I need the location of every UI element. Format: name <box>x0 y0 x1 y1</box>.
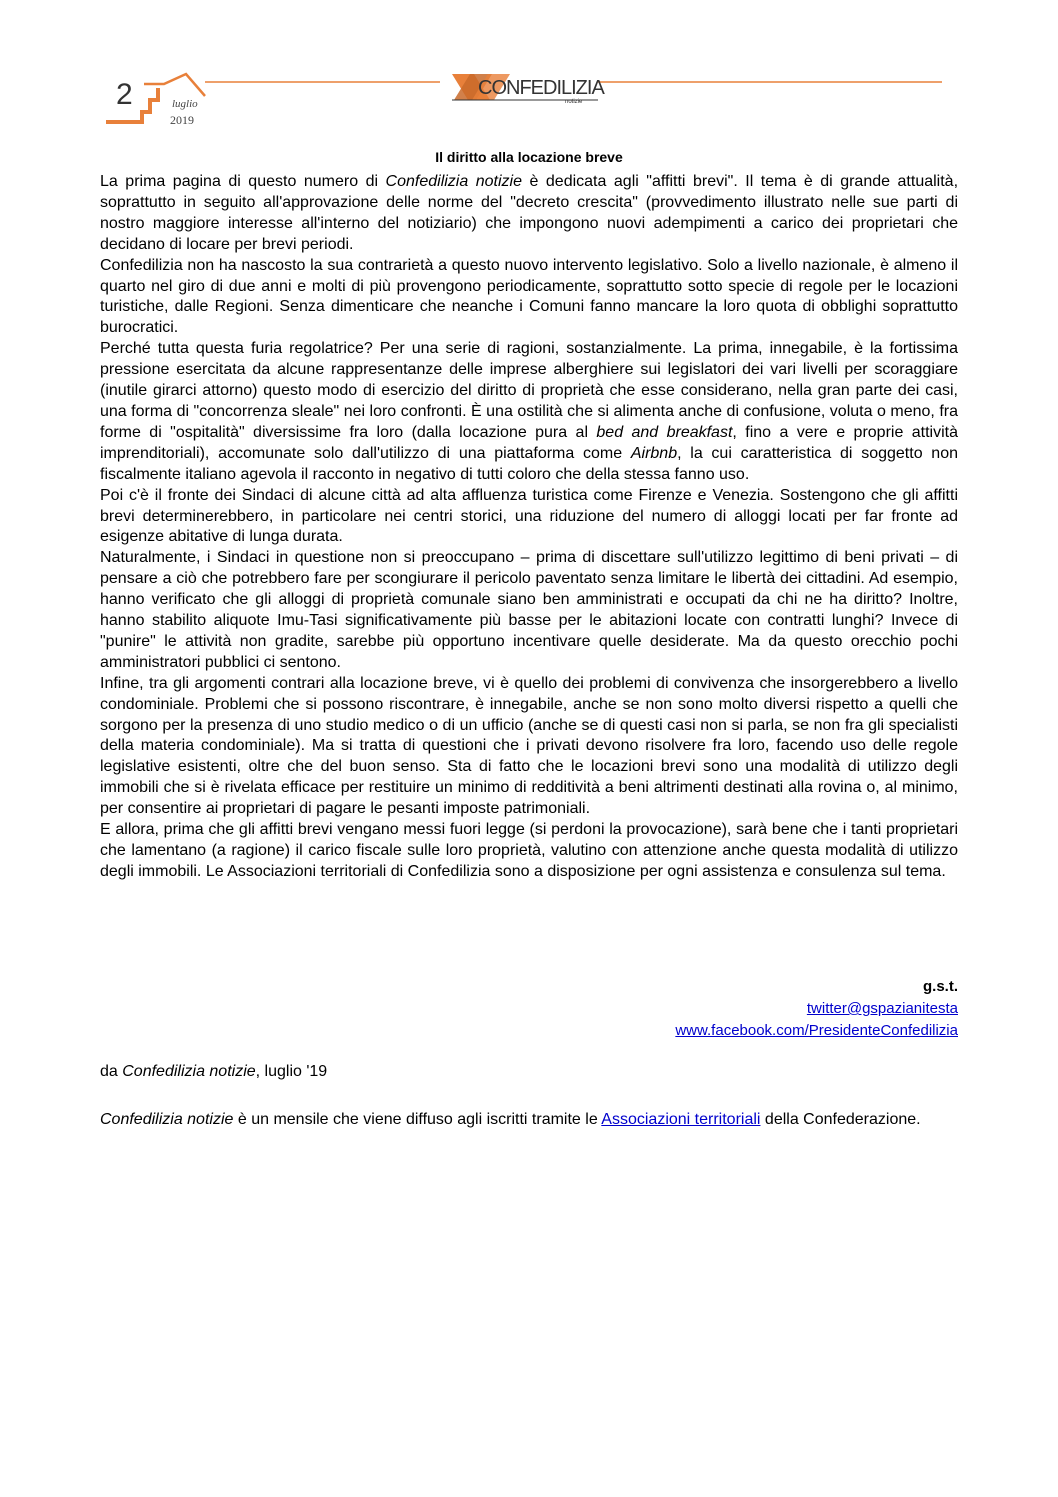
footnote-text-end: della Confederazione. <box>760 1111 921 1128</box>
paragraph-text: Infine, tra gli argomenti contrari alla locazione breve, vi è quello dei problemi di convivenza che insorgerebbero a livello condominiale. Problemi che si possono riscontrare, è innegabile, anche se non sono molto diversi rispetto a quelli che sorgono per la presenza di uno studio medico o di un ufficio (anche se di questi casi non si parla, se non fra gli specialisti della materia condominiale). Ma si tratta di questioni che i privati devono risolvere fra loro, facendo uso delle regole legislative esistenti, oltre che del buon senso. Sta di fatto che le locazioni brevi sono una modalità di utilizzo degli immobili che si è rivelata efficace per restituire un minimo di redditività a beni altrimenti destinati alla rovina o, al minimo, per consentire ai proprietari di pagare le pesanti imposte patrimoniali. <box>100 674 958 818</box>
italic-text: Confedilizia notizie <box>385 173 523 190</box>
footnote-publication: Confedilizia notizie <box>100 1111 234 1128</box>
associazioni-territoriali-link[interactable]: Associazioni territoriali <box>601 1111 761 1128</box>
article-paragraph <box>100 674 958 820</box>
paragraph-text: , la cui caratteristica di soggetto non fiscalmente italiano agevola il racconto in negativo di tutti coloro che della stessa fanno uso. <box>100 444 959 483</box>
issue-month: luglio <box>172 98 198 110</box>
paragraph-text: è dedicata agli "affitti brevi". Il tema è di grande attualità, soprattutto in seguito all'approvazione delle norme del "decreto crescita" (provvedimento illustrato nelle sue parti di nostro maggiore interesse all'interno del notiziario) che impongono nuovi adempimenti a carico dei proprietari che decidano di locare per brevi periodi. <box>100 173 959 253</box>
signature-block <box>675 976 958 1042</box>
article-title: Il diritto alla locazione breve <box>435 149 623 165</box>
paragraph-text: Naturalmente, i Sindaci in questione non si preoccupano – prima di discettare sull'utilizzo legittimo di beni privati – di pensare a ciò che potrebbero fare per scongiurare il pericolo paventato senza limitare le libertà dei cittadini. Ad esempio, hanno verificato che gli alloggi di proprietà comunale siano ben amministrati e occupati da chi ne ha diritto? Inoltre, hanno stabilito aliquote Imu-Tasi significativamente più basse per le abitazioni locate con contratti lunghi? Invece di "punire" le attività non gradite, sarebbe più opportuno incentivare quelle desiderate. Ma da questo orecchio pochi amministratori pubblici ci sentono. <box>100 549 958 671</box>
paragraph-text: La prima pagina di questo numero di <box>100 173 386 190</box>
facebook-link[interactable]: www.facebook.com/PresidenteConfedilizia <box>675 1022 958 1039</box>
author-initials: g.s.t. <box>922 978 958 995</box>
issue-year: 2019 <box>170 113 194 127</box>
header-graphics <box>0 0 1058 140</box>
article-body <box>100 172 958 883</box>
source-publication: Confedilizia notizie <box>122 1063 256 1080</box>
house-roof-icon <box>144 74 205 96</box>
article-paragraph <box>100 820 958 883</box>
paragraph-text: Perché tutta questa furia regolatrice? Per una serie di ragioni, sostanzialmente. La prima, innegabile, è la fortissima pressione esercitata da alcune rappresentanze delle imprese alberghiere sui legislatori dei vari livelli per scoraggiare (inutile girarci attorno) questo modo di esercizio del diritto di proprietà che esse considerano, nella gran parte dei casi, una forma di "concorrenza sleale" nei loro confronti. È una ostilità che si alimenta anche di confusione, voluta o meno, fra forme di "ospitalità" diversissime fra loro (dalla locazione pura al <box>100 340 958 441</box>
logo-text: CONFEDILIZIA <box>478 77 604 99</box>
paragraph-text: Poi c'è il fronte dei Sindaci di alcune città ad alta affluenza turistica come Firenze e Venezia. Sostengono che gli affitti brevi determinerebbero, in particolare nei centri storici, una riduzione del numero di alloggi locati per far fronte ad esigenze abitative di lunga durata. <box>100 486 958 546</box>
source-line <box>100 1063 327 1081</box>
page-number: 2 <box>116 78 133 111</box>
footnote-text: è un mensile che viene diffuso agli iscritti tramite le <box>233 1111 602 1128</box>
paragraph-text: E allora, prima che gli affitti brevi vengano messi fuori legge (si perdoni la provocazione), sarà bene che i tanti proprietari che lamentano (a ragione) il carico fiscale sulle loro proprietà, valutino con attenzione anche questa modalità di utilizzo degli immobili. Le Associazioni territoriali di Confedilizia sono a disposizione per ogni assistenza e consulenza sul tema. <box>100 821 958 880</box>
page-header <box>0 0 1058 140</box>
footnote <box>100 1109 958 1131</box>
article-paragraph <box>100 548 958 673</box>
article-paragraph <box>100 256 958 340</box>
source-suffix: , luglio '19 <box>255 1063 328 1080</box>
italic-text: bed and breakfast <box>596 423 733 441</box>
paragraph-text: , fino a vere e proprie attività imprenditoriali), accomunate solo dall'utilizzo di una piattaforma come <box>100 423 958 462</box>
article-paragraph <box>100 172 958 256</box>
paragraph-text: Confedilizia non ha nascosto la sua contrarietà a questo nuovo intervento legislativo. Solo a livello nazionale, è almeno il quarto nel giro di due anni e molti di più provengono periodicamente, soprattutto sotto specie di regole per le locazioni turistiche, dalle Regioni. Senza dimenticare che neanche i Comuni fanno mancare la loro quota di obblighi soprattutto burocratici. <box>100 256 958 337</box>
source-prefix: da <box>100 1063 123 1080</box>
article-paragraph <box>100 486 958 549</box>
article-paragraph <box>100 339 958 485</box>
italic-text: Airbnb <box>630 444 678 462</box>
logo-subtext: notizie <box>565 99 583 105</box>
twitter-link[interactable]: twitter@gspazianitesta <box>806 1000 958 1017</box>
